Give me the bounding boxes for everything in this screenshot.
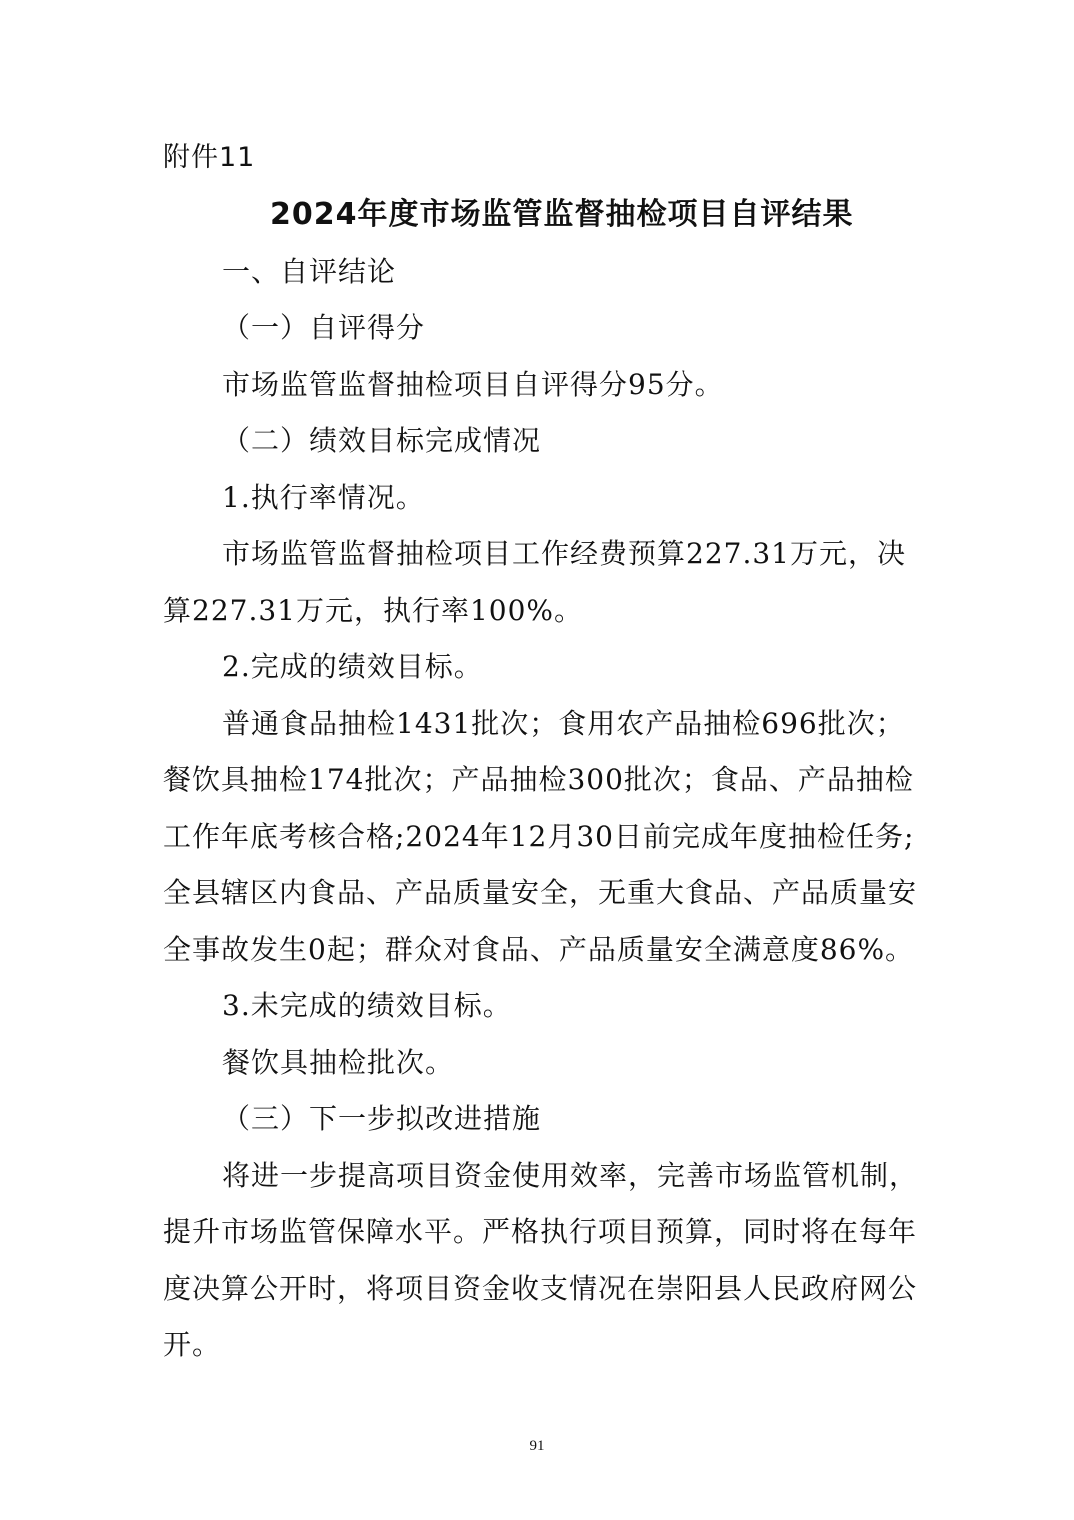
completed-text-line: 普通食品抽检1431批次；食用农产品抽检696批次； — [222, 707, 905, 740]
subsection-heading-improvement: （三）下一步拟改进措施 — [222, 1102, 542, 1135]
execution-text-line: 算227.31万元，执行率100%。 — [163, 594, 584, 627]
improvement-text-line: 将进一步提高项目资金使用效率，完善市场监管机制， — [222, 1159, 919, 1192]
item-heading-uncompleted: 3.未完成的绩效目标。 — [222, 989, 512, 1022]
completed-text-line: 餐饮具抽检174批次；产品抽检300批次；食品、产品抽检 — [163, 763, 914, 796]
item-heading-execution: 1.执行率情况。 — [222, 481, 425, 514]
completed-text-line: 全事故发生0起；群众对食品、产品质量安全满意度86%。 — [163, 933, 915, 966]
improvement-text-line: 开。 — [163, 1328, 222, 1361]
improvement-text-line: 提升市场监管保障水平。严格执行项目预算，同时将在每年 — [163, 1215, 918, 1248]
subsection-heading-goals: （二）绩效目标完成情况 — [222, 424, 542, 457]
attachment-label: 附件11 — [163, 142, 256, 173]
page-number: 91 — [529, 1438, 545, 1454]
completed-text-line: 工作年底考核合格;2024年12月30日前完成年度抽检任务; — [163, 820, 915, 853]
completed-text-line: 全县辖区内食品、产品质量安全，无重大食品、产品质量安 — [163, 876, 918, 909]
item-heading-completed: 2.完成的绩效目标。 — [222, 650, 483, 683]
subsection-heading-score: （一）自评得分 — [222, 311, 426, 344]
execution-text-line: 市场监管监督抽检项目工作经费预算227.31万元，决 — [222, 537, 906, 570]
section-heading-conclusion: 一、自评结论 — [222, 255, 397, 288]
improvement-text-line: 度决算公开时，将项目资金收支情况在崇阳县人民政府网公 — [163, 1272, 918, 1305]
page-title: 2024年度市场监管监督抽检项目自评结果 — [270, 197, 854, 232]
score-text: 市场监管监督抽检项目自评得分95分。 — [222, 368, 724, 401]
uncompleted-text: 餐饮具抽检批次。 — [222, 1046, 455, 1079]
